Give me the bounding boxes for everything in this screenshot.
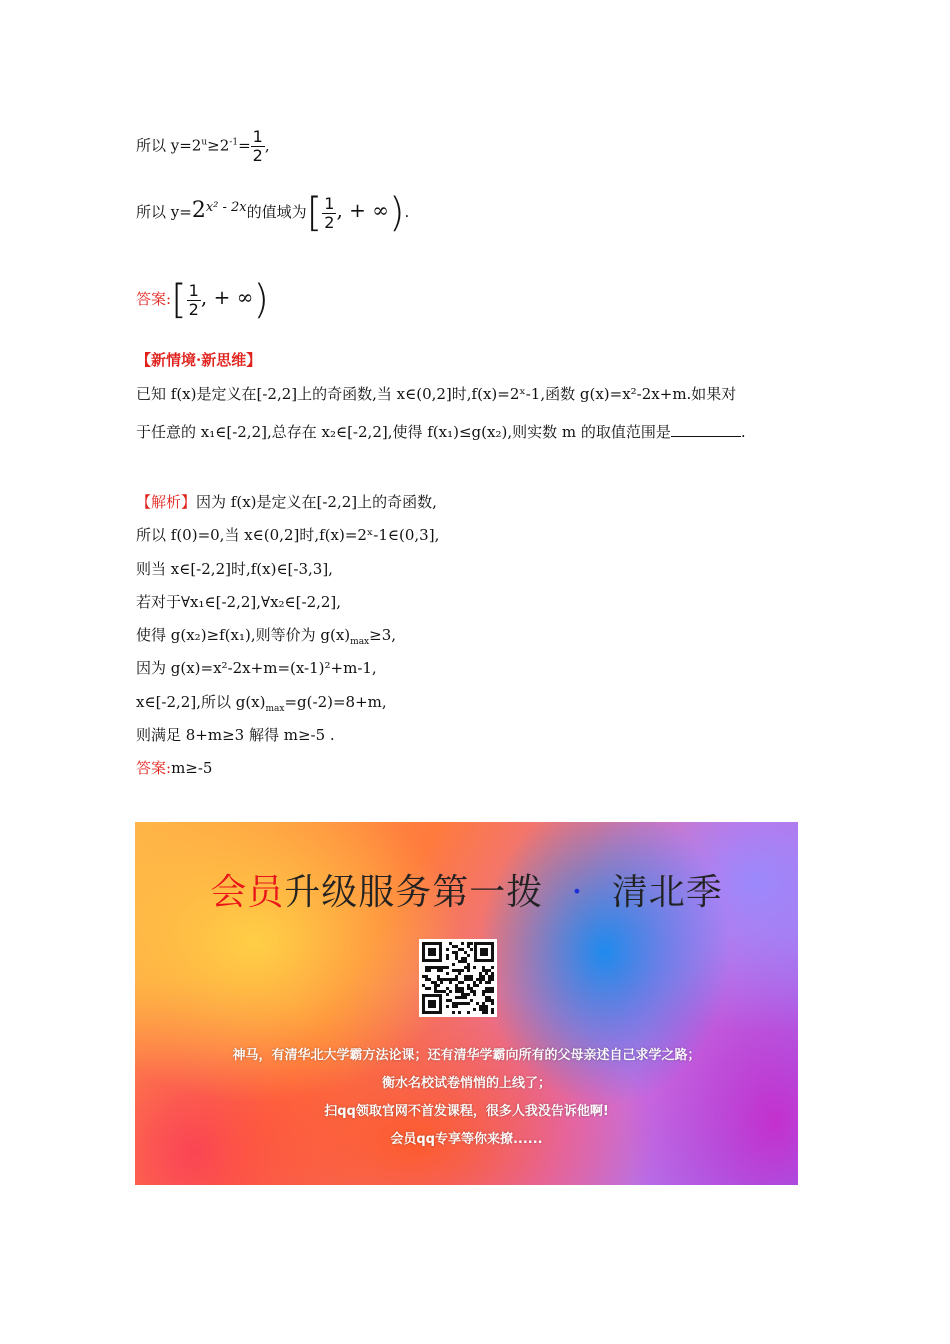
qr-module: [461, 990, 464, 993]
banner-title-main: 升级服务第一拨: [284, 872, 544, 913]
left-bracket: [: [171, 277, 187, 323]
qr-module: [491, 972, 494, 975]
text: 的值域为: [246, 203, 307, 221]
answer-label: 答案:: [136, 759, 172, 777]
banner-title: [135, 864, 798, 915]
qr-module: [440, 969, 443, 972]
qr-module: [482, 1005, 485, 1008]
qr-module: [458, 990, 461, 993]
fraction-denominator: 2: [188, 299, 199, 319]
solution-line-1: 所以 f(0)=0,当 x∈(0,2]时,f(x)=2ˣ-1∈(0,3],: [136, 526, 440, 544]
qr-module: [455, 996, 458, 999]
qr-module: [437, 990, 440, 993]
right-paren: ): [388, 190, 405, 236]
qr-module: [455, 990, 458, 993]
qr-module: [485, 981, 488, 984]
qr-module: [452, 945, 455, 948]
qr-module: [491, 975, 494, 978]
qr-module: [455, 1002, 458, 1005]
qr-module: [467, 1011, 470, 1014]
solution-line-4: [136, 625, 396, 652]
qr-module: [458, 948, 461, 951]
right-paren: ): [253, 277, 269, 323]
fraction-numerator: 1: [188, 280, 199, 300]
qr-module: [422, 975, 425, 978]
qr-module: [467, 969, 470, 972]
qr-module: [461, 957, 464, 960]
left-bracket: [: [306, 190, 323, 236]
qr-module: [425, 969, 428, 972]
qr-module: [428, 969, 431, 972]
qr-module: [452, 1011, 455, 1014]
qr-module: [473, 993, 476, 996]
qr-module: [458, 996, 461, 999]
qr-module: [473, 990, 476, 993]
qr-module: [443, 990, 446, 993]
qr-module: [467, 984, 470, 987]
qr-module: [488, 987, 491, 990]
qr-module: [482, 1011, 485, 1014]
qr-module: [479, 1005, 482, 1008]
solution-line-7: 则满足 8+m≥3 解得 m≥-5 .: [136, 726, 335, 744]
qr-module: [434, 990, 437, 993]
qr-module: [434, 987, 437, 990]
answer-line-1: [136, 277, 269, 323]
qr-module: [488, 990, 491, 993]
qr-module: [482, 1008, 485, 1011]
qr-module: [467, 987, 470, 990]
text: 所以 y=: [136, 203, 192, 221]
solution-line-5: 因为 g(x)=x²-2x+m=(x-1)²+m-1,: [136, 659, 377, 677]
qr-module: [485, 969, 488, 972]
banner-text-1: 神马，有清华北大学霸方法论课；还有清华学霸向所有的父母亲述自己求学之路；: [232, 1048, 701, 1063]
fraction-numerator: 1: [252, 127, 263, 146]
qr-module: [440, 981, 443, 984]
qr-module: [461, 942, 464, 945]
qr-module: [467, 942, 470, 945]
qr-module: [437, 978, 440, 981]
qr-module: [446, 1005, 449, 1008]
qr-module: [467, 966, 470, 969]
qr-module: [431, 981, 434, 984]
qr-module: [464, 960, 467, 963]
qr-module: [464, 978, 467, 981]
qr-module: [491, 966, 494, 969]
qr-module: [437, 975, 440, 978]
qr-module: [482, 990, 485, 993]
banner-title-highlight: 会员: [210, 872, 285, 913]
qr-module: [440, 990, 443, 993]
banner-text-4: 会员qq专享等你来撩......: [390, 1132, 543, 1147]
text: =: [238, 136, 251, 155]
text: .: [404, 203, 410, 221]
qr-module: [455, 987, 458, 990]
qr-module: [467, 975, 470, 978]
qr-module: [458, 960, 461, 963]
qr-module: [488, 978, 491, 981]
banner-text-3: 扫qq领取官网不首发课程，很多人我没告诉他啊!: [324, 1104, 609, 1119]
fraction-numerator: 1: [324, 193, 335, 213]
qr-module: [452, 978, 455, 981]
qr-module: [437, 969, 440, 972]
interval-rest: , + ∞: [336, 198, 389, 222]
qr-module: [476, 1002, 479, 1005]
text: 所以 y=2: [136, 136, 202, 155]
qr-module: [461, 987, 464, 990]
qr-module: [485, 972, 488, 975]
qr-module: [461, 960, 464, 963]
qr-module: [467, 993, 470, 996]
qr-module: [470, 975, 473, 978]
text: =g(-2)=8+m,: [284, 693, 387, 711]
qr-module: [440, 966, 443, 969]
qr-module: [455, 969, 458, 972]
qr-module: [422, 984, 425, 987]
qr-module: [431, 966, 434, 969]
qr-module: [473, 984, 476, 987]
qr-module: [473, 966, 476, 969]
text: ≥3,: [369, 626, 397, 644]
qr-module: [437, 984, 440, 987]
qr-module: [452, 963, 455, 966]
qr-module: [470, 999, 473, 1002]
qr-module: [482, 966, 485, 969]
qr-module: [449, 990, 452, 993]
banner-title-dot: ·: [571, 872, 584, 913]
qr-module: [458, 981, 461, 984]
qr-module: [455, 1005, 458, 1008]
qr-module: [455, 954, 458, 957]
qr-module: [467, 978, 470, 981]
qr-module: [479, 1008, 482, 1011]
qr-module: [446, 966, 449, 969]
qr-module: [479, 978, 482, 981]
qr-module: [485, 1005, 488, 1008]
solution-line-range-u: [136, 128, 270, 165]
answer-line-2: [136, 758, 212, 778]
text: 使得 g(x₂)≥f(x₁),则等价为 g(x): [136, 626, 351, 644]
qr-module: [464, 996, 467, 999]
qr-module: [467, 954, 470, 957]
qr-module: [482, 975, 485, 978]
qr-module: [455, 945, 458, 948]
qr-module: [452, 1002, 455, 1005]
qr-module: [425, 975, 428, 978]
qr-module: [461, 996, 464, 999]
qr-module: [470, 978, 473, 981]
qr-module: [491, 987, 494, 990]
qr-module: [482, 993, 485, 996]
qr-module: [458, 987, 461, 990]
qr-module: [458, 1011, 461, 1014]
qr-module: [458, 1002, 461, 1005]
qr-module: [425, 987, 428, 990]
solution-line-2: 则当 x∈[-2,2]时,f(x)∈[-3,3],: [136, 560, 333, 578]
qr-module: [449, 978, 452, 981]
qr-module: [449, 999, 452, 1002]
banner-text-2: 衡水名校试卷悄悄的上线了；: [381, 1076, 551, 1091]
qr-module: [452, 1005, 455, 1008]
qr-module: [461, 1002, 464, 1005]
fraction-one-half: [187, 282, 201, 319]
answer-value: m≥-5: [171, 759, 213, 777]
qr-module: [446, 957, 449, 960]
subscript: max: [350, 637, 370, 647]
qr-module: [479, 981, 482, 984]
qr-module: [461, 948, 464, 951]
superscript: -1: [229, 137, 239, 148]
text: .: [740, 423, 746, 441]
qr-module: [485, 996, 488, 999]
qr-module: [434, 966, 437, 969]
problem-line-1: 已知 f(x)是定义在[-2,2]上的奇函数,当 x∈(0,2]时,f(x)=2ˣ-1,函数 g(x)=x²-2x+m.如果对: [136, 385, 737, 403]
qr-module: [485, 1011, 488, 1014]
qr-code-icon[interactable]: [419, 939, 497, 1017]
superscript: u: [201, 137, 208, 148]
qr-module: [473, 981, 476, 984]
qr-module: [464, 993, 467, 996]
qr-module: [464, 966, 467, 969]
qr-module: [470, 987, 473, 990]
qr-module: [452, 951, 455, 954]
qr-module: [467, 963, 470, 966]
qr-module: [491, 978, 494, 981]
qr-module: [473, 1008, 476, 1011]
qr-module: [485, 1008, 488, 1011]
qr-module: [443, 966, 446, 969]
qr-module: [446, 972, 449, 975]
exponent-base: 2: [191, 198, 206, 223]
qr-module: [485, 999, 488, 1002]
qr-module: [467, 1002, 470, 1005]
qr-module: [482, 978, 485, 981]
qr-module: [428, 978, 431, 981]
qr-module: [485, 990, 488, 993]
qr-module: [479, 975, 482, 978]
text: x∈[-2,2],所以 g(x): [136, 693, 266, 711]
exponent: x² - 2x: [205, 200, 247, 215]
fraction-denominator: 2: [252, 146, 263, 165]
qr-module: [440, 978, 443, 981]
qr-module: [446, 993, 449, 996]
qr-module: [446, 987, 449, 990]
qr-module: [491, 1002, 494, 1005]
subscript: max: [265, 704, 285, 714]
qr-module: [491, 1008, 494, 1011]
qr-module: [488, 996, 491, 999]
qr-module: [464, 975, 467, 978]
text: 于任意的 x₁∈[-2,2],总存在 x₂∈[-2,2],使得 f(x₁)≤g(x₂),则实数 m 的取值范围是: [136, 423, 671, 441]
fraction-denominator: 2: [324, 212, 335, 232]
qr-module: [491, 1011, 494, 1014]
qr-module: [476, 978, 479, 981]
solution-line-3: 若对于∀x₁∈[-2,2],∀x₂∈[-2,2],: [136, 593, 342, 611]
qr-module: [488, 999, 491, 1002]
solution-line-range-y: [136, 190, 410, 236]
solution-line-0: [136, 492, 437, 512]
qr-module: [488, 969, 491, 972]
qr-module: [467, 945, 470, 948]
qr-module: [488, 975, 491, 978]
qr-module: [488, 981, 491, 984]
qr-module: [464, 957, 467, 960]
qr-module: [437, 966, 440, 969]
banner-title-end: 清北季: [611, 872, 723, 913]
qr-module: [479, 972, 482, 975]
qr-module: [491, 999, 494, 1002]
qr-module: [464, 1002, 467, 1005]
qr-module: [470, 948, 473, 951]
fraction-one-half: [251, 128, 265, 165]
qr-module: [434, 981, 437, 984]
qr-module: [425, 978, 428, 981]
qr-module: [485, 987, 488, 990]
interval-rest: , + ∞: [200, 285, 254, 309]
qr-module: [425, 966, 428, 969]
answer-blank: [671, 422, 741, 437]
qr-module: [458, 972, 461, 975]
analysis-label: 【解析】: [136, 493, 197, 511]
qr-module: [461, 993, 464, 996]
qr-module: [455, 957, 458, 960]
qr-module: [470, 990, 473, 993]
promo-banner: [135, 822, 798, 1185]
qr-module: [470, 942, 473, 945]
text: ,: [264, 136, 270, 155]
qr-module: [449, 942, 452, 945]
qr-module: [482, 1002, 485, 1005]
qr-module: [461, 969, 464, 972]
section-title: 【新情境·新思维】: [136, 351, 262, 369]
qr-module: [428, 987, 431, 990]
solution-line-6: [136, 692, 387, 719]
qr-module: [461, 981, 464, 984]
qr-module: [491, 990, 494, 993]
fraction-one-half: [322, 195, 336, 232]
qr-module: [464, 951, 467, 954]
qr-module: [446, 999, 449, 1002]
qr-module: [452, 969, 455, 972]
qr-module: [476, 984, 479, 987]
qr-module: [458, 969, 461, 972]
qr-module: [455, 951, 458, 954]
qr-module: [455, 975, 458, 978]
problem-line-2: [136, 422, 746, 442]
qr-module: [446, 948, 449, 951]
qr-module: [482, 969, 485, 972]
qr-module: [446, 954, 449, 957]
qr-module: [443, 978, 446, 981]
qr-module: [455, 978, 458, 981]
qr-module: [428, 966, 431, 969]
answer-label: 答案:: [136, 290, 172, 308]
qr-module: [434, 984, 437, 987]
text: 因为 f(x)是定义在[-2,2]上的奇函数,: [196, 493, 437, 511]
qr-module: [449, 981, 452, 984]
qr-module: [455, 984, 458, 987]
text: ≥2: [207, 136, 230, 155]
qr-module: [446, 978, 449, 981]
